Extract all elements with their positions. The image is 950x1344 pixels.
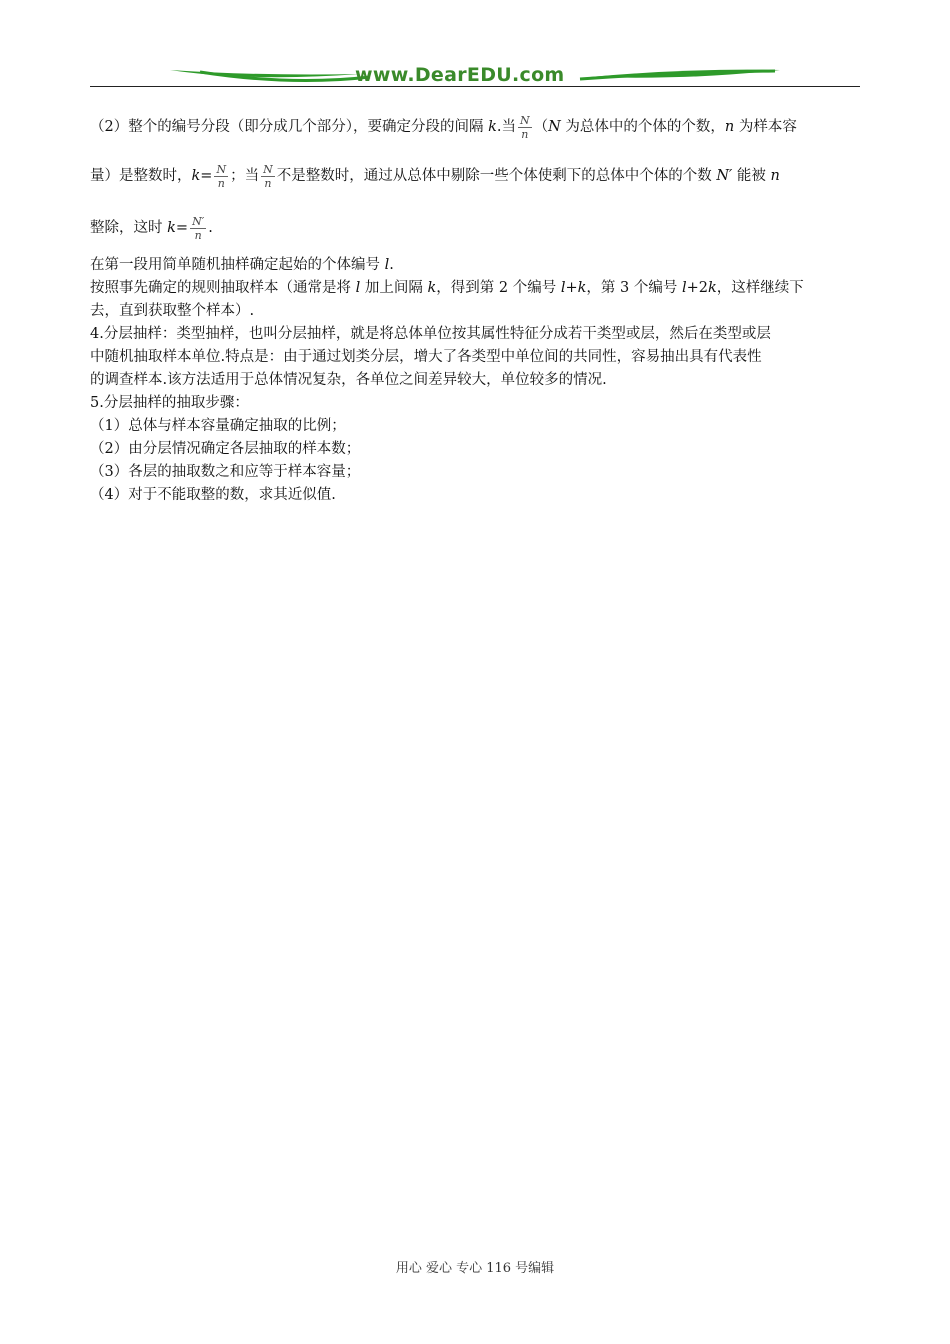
text: ，这样继续下 [716, 280, 804, 296]
var-k: k [167, 220, 176, 236]
text: 量）是整数时， [90, 168, 192, 184]
text: = [175, 220, 189, 236]
var-l: l [681, 280, 687, 296]
text: +2 [686, 280, 708, 296]
section-4-line-3: 的调查样本.该方法适用于总体情况复杂，各单位之间差异较大，单位较多的情况. [90, 372, 607, 388]
text: 在第一段用简单随机抽样确定起始的个体编号 [90, 257, 385, 273]
var-n: n [724, 119, 735, 135]
text: （2）整个的编号分段（即分成几个部分），要确定分段的间隔 [90, 119, 489, 135]
text: 加上间隔 [360, 280, 428, 296]
var-l: l [384, 257, 390, 273]
p2-line-1 [90, 104, 860, 150]
var-N-prime: N′ [716, 168, 733, 184]
step-2: （2）由分层情况确定各层抽取的样本数； [90, 441, 361, 457]
text: 为总体中的个体的个数， [560, 119, 725, 135]
p3-line [90, 254, 860, 277]
fraction-denominator: n [518, 127, 532, 141]
header-rule [90, 86, 860, 87]
fraction-denominator: n [214, 176, 228, 190]
var-l: l [560, 280, 566, 296]
var-l: l [355, 280, 361, 296]
text: ，得到第 2 个编号 [436, 280, 561, 296]
section-4-line-1: 4.分层抽样：类型抽样，也叫分层抽样，就是将总体单位按其属性特征分成若干类型或层，然后在类型或层 [90, 326, 771, 342]
var-k: k [488, 119, 497, 135]
p4-line-2 [90, 300, 860, 323]
text: 整除，这时 [90, 220, 168, 236]
p2-line-2 [90, 150, 860, 202]
text: （ [533, 119, 549, 135]
brand-logo-text: www.DearEDU.com [355, 64, 565, 86]
text: . [208, 220, 213, 236]
fraction-N-over-n [261, 163, 275, 190]
var-k: k [708, 280, 717, 296]
var-N: N [548, 119, 561, 135]
fraction-denominator: n [261, 176, 275, 190]
var-n: n [770, 168, 780, 184]
section-4-line-2: 中随机抽取样本单位.特点是：由于通过划类分层，增大了各类型中单位间的共同性，容易抽出具有代表性 [90, 349, 762, 365]
fraction-N-prime-over-n [190, 215, 206, 242]
var-k: k [427, 280, 437, 296]
text: 去，直到获取整个样本）. [90, 303, 255, 319]
step-3: （3）各层的抽取数之和应等于样本容量； [90, 464, 361, 480]
fraction-denominator: n [190, 228, 206, 242]
text: ；当 [230, 168, 260, 184]
right-swoosh-tail [580, 71, 775, 79]
fraction-numerator: N′ [192, 214, 205, 228]
text: 能被 [732, 168, 771, 184]
text: + [565, 280, 578, 296]
text: .当 [496, 119, 516, 135]
text: 按照事先确定的规则抽取样本（通常是将 [90, 280, 356, 296]
section-5-title: 5.分层抽样的抽取步骤： [90, 395, 249, 411]
p4-line-1 [90, 277, 860, 300]
var-k: k [191, 168, 201, 184]
text: . [389, 257, 394, 273]
document-body [90, 104, 860, 507]
step-1: （1）总体与样本容量确定抽取的比例； [90, 418, 346, 434]
step-4: （4）对于不能取整的数，求其近似值. [90, 487, 336, 503]
fraction-numerator: N [263, 162, 273, 176]
var-k: k [577, 280, 587, 296]
text: 不是整数时，通过从总体中剔除一些个体使剩下的总体中个体的个数 [276, 168, 717, 184]
text: = [200, 168, 213, 184]
p2-line-3 [90, 202, 860, 254]
page-footer: 用心 爱心 专心 116 号编辑 [395, 1261, 555, 1276]
fraction-N-over-n [518, 114, 532, 141]
text: ，第 3 个编号 [586, 280, 682, 296]
fraction-numerator: N [216, 162, 227, 176]
left-swoosh [170, 70, 360, 77]
fraction-N-over-n [214, 163, 228, 190]
text: 为样本容 [734, 119, 797, 135]
fraction-numerator: N [520, 113, 530, 127]
